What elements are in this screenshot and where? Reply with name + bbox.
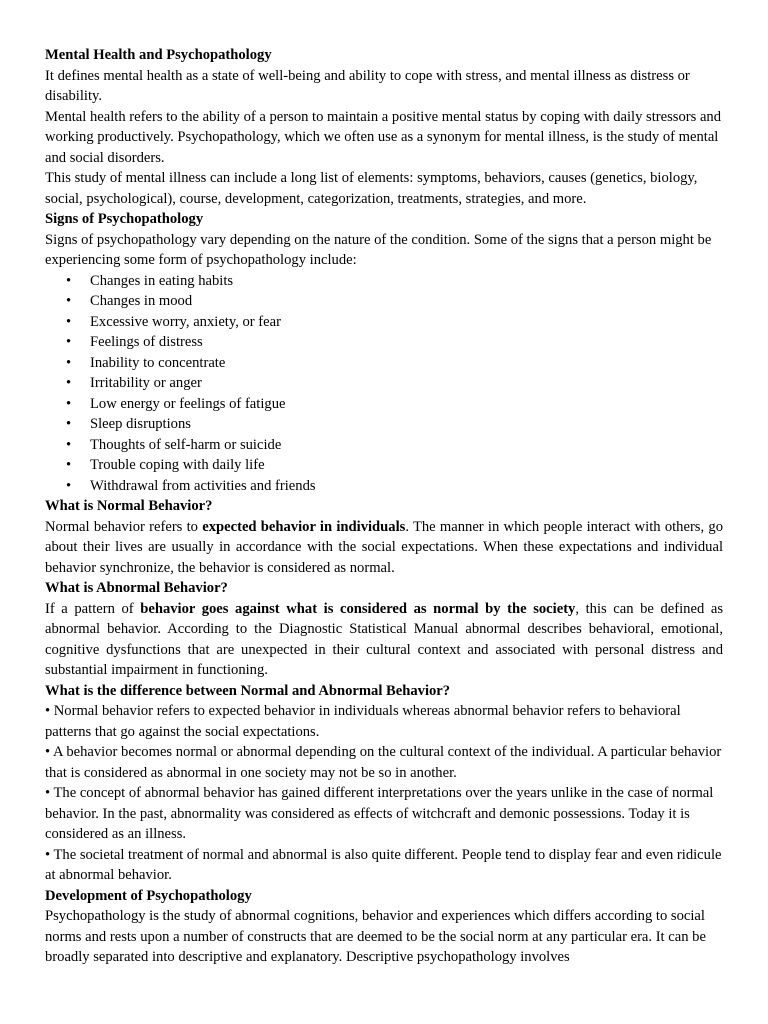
bullet-icon: •	[66, 457, 72, 473]
signs-list-item	[45, 394, 723, 415]
paragraph-mental-illness-elements: This study of mental illness can include a long list of elements: symptoms, behaviors, causes (genetics, biology, social, psychological), course, development, categorization, treatments, strategies, and more.	[45, 170, 698, 207]
signs-list-item	[45, 291, 723, 312]
signs-list-item-text: Feelings of distress	[90, 334, 203, 350]
heading-mental-health: Mental Health and Psychopathology	[45, 47, 272, 63]
bullet-icon: •	[66, 272, 72, 289]
difference-point: • A behavior becomes normal or abnormal depending on the cultural context of the individual. A particular behavior that is considered as abnormal in one society may not be so in another.	[45, 744, 722, 781]
bullet-icon: •	[66, 375, 72, 391]
normal-text-after: . The manner in which people interact with others, go about their lives are usually in accordance with the social expectations. When these expectations and individual behavior synchronize, the behavior is considered as normal.	[45, 518, 723, 576]
heading-difference: What is the difference between Normal and Abnormal Behavior?	[45, 682, 451, 699]
paragraph-mental-health-definition: It defines mental health as a state of well-being and ability to cope with stress, and mental illness as distress or disability.	[45, 67, 690, 104]
difference-point: • Normal behavior refers to expected behavior in individuals whereas abnormal behavior refers to behavioral patterns that go against the social expectations.	[45, 703, 681, 740]
difference-point: • The societal treatment of normal and abnormal is also quite different. People tend to display fear and even ridicule at abnormal behavior.	[45, 846, 722, 883]
paragraph-abnormal-behavior	[45, 599, 723, 681]
signs-list-item-text: Irritability or anger	[90, 375, 202, 391]
signs-list-item	[45, 414, 723, 435]
heading-normal-behavior: What is Normal Behavior?	[45, 498, 213, 514]
signs-list-item-text: Changes in eating habits	[90, 272, 234, 289]
signs-list-item-text: Inability to concentrate	[90, 354, 226, 371]
heading-signs: Signs of Psychopathology	[45, 211, 204, 227]
signs-list-item	[45, 476, 723, 497]
document-page	[45, 45, 723, 968]
heading-development: Development of Psychopathology	[45, 887, 252, 904]
signs-list-item-text: Thoughts of self-harm or suicide	[90, 436, 282, 453]
signs-list-item-text: Excessive worry, anxiety, or fear	[90, 313, 281, 330]
signs-list-item	[45, 455, 723, 476]
abnormal-text-bold: behavior goes against what is considered as normal by the society	[140, 600, 576, 617]
paragraph-mental-health-ability: Mental health refers to the ability of a person to maintain a positive mental status by coping with daily stressors and working productively. Psychopathology, which we often use as a synonym for mental illness, is the study of mental and social disorders.	[45, 108, 722, 166]
paragraph-development: Psychopathology is the study of abnormal cognitions, behavior and experiences which differs according to social norms and rests upon a number of constructs that are deemed to be the social norm at any particular era. It can be broadly separated into descriptive and explanatory. Descriptive psychopathology involves	[45, 908, 706, 965]
signs-list-item-text: Trouble coping with daily life	[90, 457, 265, 473]
signs-list-item-text: Withdrawal from activities and friends	[90, 477, 316, 494]
signs-list	[45, 271, 723, 497]
bullet-icon: •	[66, 477, 72, 494]
signs-list-item	[45, 312, 723, 333]
bullet-icon: •	[66, 436, 72, 453]
signs-list-item-text: Changes in mood	[90, 293, 193, 309]
bullet-icon: •	[66, 354, 72, 371]
heading-abnormal-behavior: What is Abnormal Behavior?	[45, 580, 228, 596]
signs-list-item-text: Sleep disruptions	[90, 416, 191, 432]
normal-text-bold: expected behavior in individuals	[202, 518, 406, 535]
paragraph-signs-intro: Signs of psychopathology vary depending on the nature of the condition. Some of the signs that a person might be experiencing some form of psychopathology include:	[45, 231, 712, 268]
paragraph-normal-behavior	[45, 517, 723, 579]
signs-list-item	[45, 353, 723, 374]
signs-list-item	[45, 435, 723, 456]
bullet-icon: •	[66, 313, 72, 330]
abnormal-text-before: If a pattern of	[45, 600, 141, 617]
bullet-icon: •	[66, 334, 72, 350]
bullet-icon: •	[66, 416, 72, 432]
signs-list-item-text: Low energy or feelings of fatigue	[90, 395, 286, 412]
abnormal-text-after: , this can be defined as abnormal behavior. According to the Diagnostic Statistical Manual abnormal describes behavioral, emotional, cognitive dysfunctions that are unexpected in their cultural context and associated with personal distress and substantial impairment in functioning.	[45, 600, 723, 678]
signs-list-item	[45, 373, 723, 394]
normal-text-before: Normal behavior refers to	[45, 518, 203, 535]
difference-point: • The concept of abnormal behavior has gained different interpretations over the years unlike in the case of normal behavior. In the past, abnormality was considered as effects of witchcraft and demonic possessions. Today it is considered as an illness.	[45, 785, 714, 842]
bullet-icon: •	[66, 395, 72, 412]
bullet-icon: •	[66, 293, 72, 309]
signs-list-item	[45, 271, 723, 292]
signs-list-item	[45, 332, 723, 353]
